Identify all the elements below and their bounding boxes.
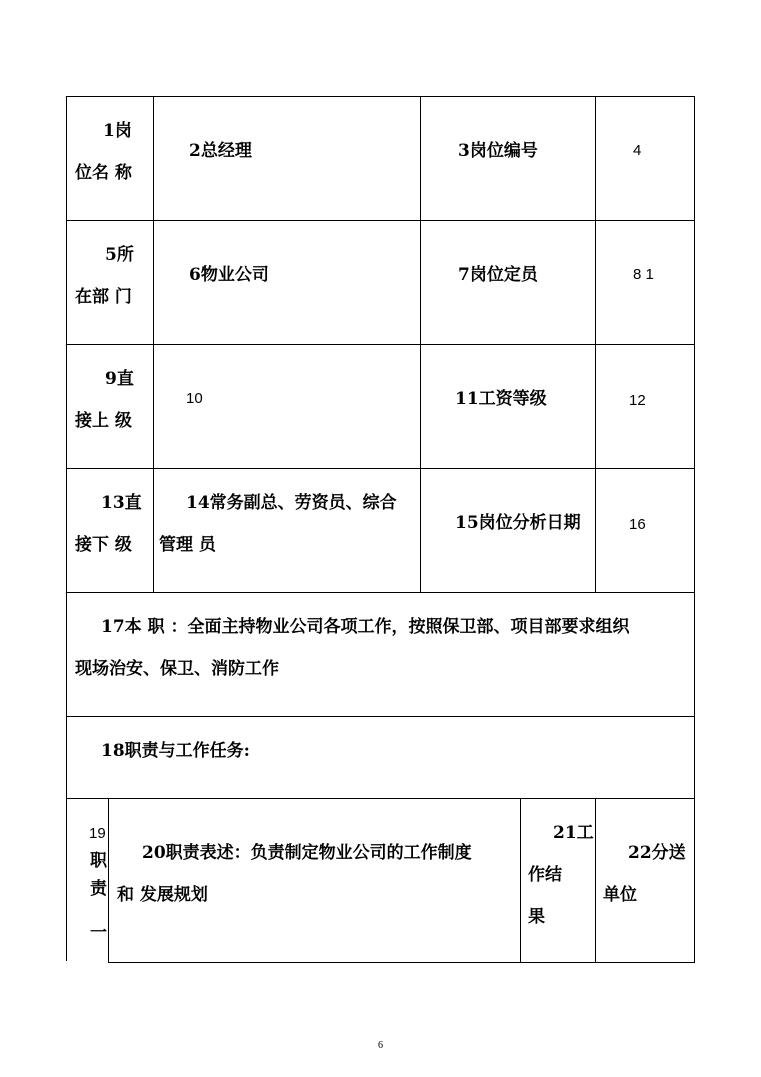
cell-position-code-label [420,96,596,221]
cell-duty1-send-to [595,798,695,963]
cell-direct-superior-value [153,344,421,469]
cell-position-code-value [595,96,695,221]
desc-line-2: 和 发展规划 [117,885,208,905]
cell-salary-grade-value [595,344,695,469]
result-line-3: 果 [528,907,545,927]
duty1-label-c: 一 [90,923,107,943]
cell-department-value [153,220,421,345]
cell-position-name-value [153,96,421,221]
send-line-2: 单位 [603,885,637,905]
duty1-label-num: 19 [89,825,106,842]
value-text: 6物业公司 [189,265,269,285]
label-line-1: 13直 [101,493,142,513]
tasks-header-text: 18职责与工作任务: [101,741,250,761]
cell-direct-subordinate-value [153,468,421,593]
cell-direct-subordinate-label [66,468,154,593]
label-line-1: 5所 [105,245,134,265]
cell-position-name-label [66,96,154,221]
value-text: 2总经理 [189,141,252,161]
value-line-2: 管理 员 [159,535,216,555]
duty1-label-b: 责 [90,879,107,899]
duty1-label [67,798,108,961]
value-text: 4 [633,142,642,159]
label-text: 3岗位编号 [458,141,538,161]
cell-main-duty [66,592,695,717]
value-text: 10 [186,390,203,407]
cell-salary-grade-label [420,344,596,469]
cell-analysis-date-label [420,468,596,593]
value-text: 8 1 [633,266,654,283]
duty-line-1: 17本 职 ：全面主持物业公司各项工作，按照保卫部、项目部要求组织 [101,617,630,637]
cell-tasks-header [66,716,695,799]
cell-headcount-label [420,220,596,345]
label-text: 15岗位分析日期 [455,513,581,533]
page-number: 6 [378,1040,383,1051]
label-line-2: 在部 门 [75,287,132,307]
duty-line-2: 现场治安、保卫、消防工作 [75,659,279,679]
cell-analysis-date-value [595,468,695,593]
label-line-2: 接上 级 [75,411,132,431]
result-line-1: 21工 [553,823,594,843]
label-line-1: 1岗 [103,121,132,141]
value-text: 16 [629,516,646,533]
label-line-1: 9直 [105,369,134,389]
value-text: 12 [629,392,646,409]
send-line-1: 22分送 [628,843,686,863]
value-line-1: 14常务副总、劳资员、综合 [186,493,397,513]
label-line-2: 位名 称 [75,163,132,183]
duty1-label-a: 职 [90,851,107,871]
cell-direct-superior-label [66,344,154,469]
label-text: 7岗位定员 [458,265,538,285]
desc-line-1: 20职责表述：负责制定物业公司的工作制度 [142,843,472,863]
cell-duty1-result [520,798,596,963]
cell-department-label [66,220,154,345]
cell-headcount-value [595,220,695,345]
label-text: 11工资等级 [455,389,547,409]
cell-duty1-description [108,798,521,963]
result-line-2: 作结 [528,865,562,885]
label-line-2: 接下 级 [75,535,132,555]
